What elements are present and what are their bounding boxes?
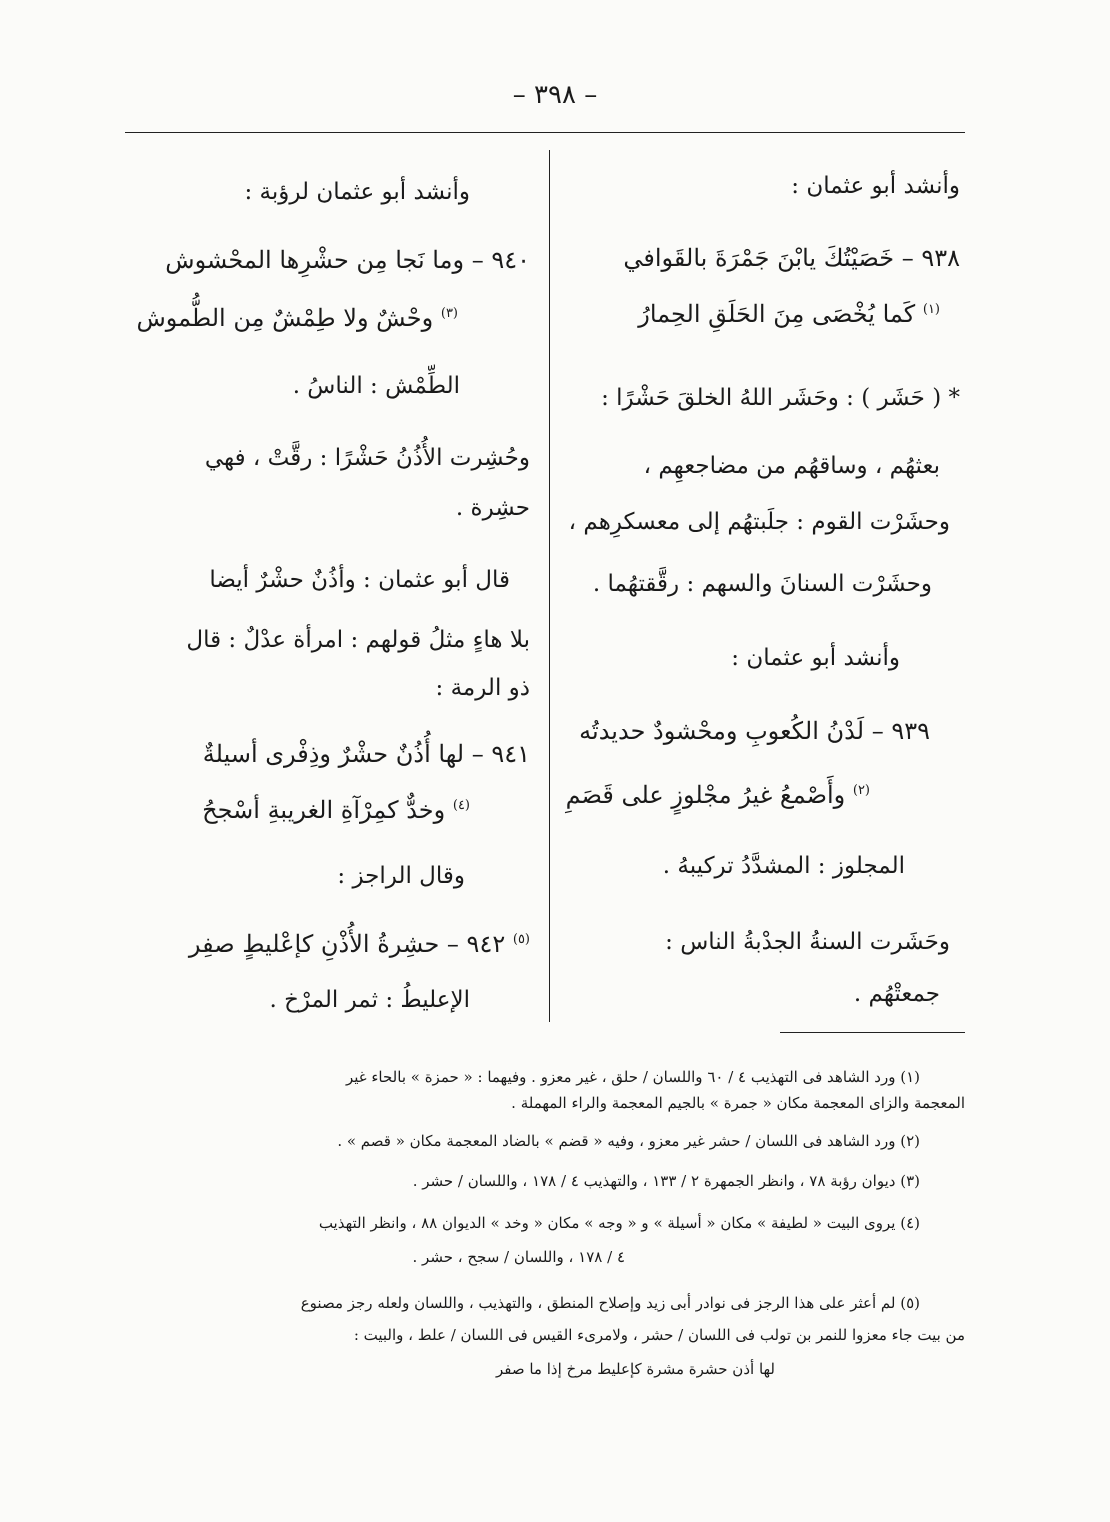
footnote-ref-4: (٤) — [452, 798, 470, 813]
verse-938-line-1: ٩٣٨ – خَصَيْتُكَ يابْنَ جَمْرَةَ بالقَوافي — [623, 244, 960, 272]
left-line-6: حشِرة . — [455, 495, 530, 521]
left-line-5: وحُشِرت الأُذُنُ حَشْرًا : رقَّتْ ، فهي — [204, 445, 530, 471]
footnote-5-verse: لها أذن حشرة مشرة كإعليط مرخ إذا ما صفر — [495, 1360, 775, 1378]
verse-939-line-2 — [566, 775, 870, 811]
left-line-8: بلا هاءٍ مثلُ قولهم : امرأة عدْلٌ : قال — [186, 627, 530, 653]
footnote-1-line-1: (١) ورد الشاهد فى التهذيب ٤ / ٦٠ واللسان / حلق ، غير معزو . وفيهما : « حمزة » بالحاء غير — [345, 1068, 920, 1086]
verse-939-line-1: ٩٣٩ – لَدْنُ الكُعوبِ ومحْشودٌ حديدتُه — [579, 717, 930, 745]
footnote-ref-3: (٣) — [440, 306, 458, 321]
page-number: – ٣٩٨ – — [512, 80, 598, 110]
verse-942-line-1 — [189, 924, 530, 960]
right-line-7: وحشَرْت السنانَ والسهم : رقَّقتهُما . — [592, 571, 932, 597]
verse-941-line-2 — [202, 790, 470, 826]
footnote-ref-5: (٥) — [512, 932, 530, 947]
right-line-4: * ( حَشَر ) : وحَشَر اللهُ الخلقَ حَشْرًا : — [601, 385, 960, 411]
right-line-13: جمعتْهُم . — [853, 981, 940, 1007]
footnote-4-line-1: (٤) يروى البيت « لطيفة » مكان « أسيلة » و « وجه » مكان « وخد » الديوان ٨٨ ، وانظر التهذيب — [318, 1214, 920, 1232]
verse-938-line-2 — [638, 294, 940, 330]
right-line-12: وحَشَرت السنةُ الجدْبةُ الناس : — [665, 929, 950, 955]
verse-940-line-2 — [136, 298, 458, 334]
right-line-6: وحشَرْت القوم : جلَبتهُم إلى معسكرِهم ، — [568, 509, 950, 535]
verse-941-line-2-text: وخدٌّ كمِرْآةِ الغريبةِ أسْجحُ — [202, 796, 446, 824]
footnote-1-line-2: المعجمة والزاى المعجمة مكان « جمرة » بالجيم المعجمة والراء المهملة . — [511, 1094, 965, 1112]
verse-938-line-2-text: كَما يُخْصَى مِنَ الحَلَقِ الحِمارُ — [638, 300, 916, 328]
header-rule — [125, 132, 965, 133]
column-divider — [549, 150, 550, 1022]
verse-939-line-2-text: وأَصْمعُ غيرُ مجْلوزٍ على قَصَمِ — [565, 781, 846, 809]
footnote-2: (٢) ورد الشاهد فى اللسان / حشر غير معزو ، وفيه « قضم » بالضاد المعجمة مكان « قصم » . — [337, 1132, 920, 1150]
footnote-rule — [780, 1032, 965, 1033]
footnote-ref-2: (٢) — [852, 783, 870, 798]
footnote-ref-1: (١) — [922, 302, 940, 317]
verse-940-line-2-text: وحْشٌ ولا طِمْشٌ مِن الطُّموش — [136, 304, 434, 332]
right-line-5: بعثهُم ، وساقهُم من مضاجعهِم ، — [643, 453, 940, 479]
verse-942-line-1-text: ٩٤٢ – حشِرةُ الأُذْنِ كإعْليطٍ صفِر — [188, 930, 506, 958]
left-line-7: قال أبو عثمان : وأذُنٌ حشْرٌ أيضا — [209, 567, 510, 593]
left-line-1: وأنشد أبو عثمان لرؤبة : — [244, 179, 470, 205]
footnote-5-line-2: من بيت جاء معزوا للنمر بن تولب فى اللسان / حشر ، ولامرىء القيس فى اللسان / علط ، والبيت : — [353, 1326, 965, 1344]
left-line-14: الإعليطُ : ثمر المرْخ . — [269, 987, 470, 1013]
left-line-9: ذو الرمة : — [435, 675, 530, 701]
right-line-8: وأنشد أبو عثمان : — [731, 645, 900, 671]
right-line-11: المجلوز : المشدَّدُ تركيبهُ . — [662, 853, 905, 879]
footnote-5-line-1: (٥) لم أعثر على هذا الرجز فى نوادر أبى زيد وإصلاح المنطق ، والتهذيب ، واللسان ولعله رجز مصنوع — [300, 1294, 920, 1312]
verse-941-line-1: ٩٤١ – لها أُذُنٌ حشْرٌ وذِفْرى أسيلةٌ — [202, 740, 530, 768]
right-line-1: وأنشد أبو عثمان : — [791, 173, 960, 199]
verse-940-line-1: ٩٤٠ – وما نَجا مِن حشْرِها المحْشوش — [165, 246, 530, 274]
footnote-3: (٣) ديوان رؤبة ٧٨ ، وانظر الجمهرة ٢ / ١٣٣ ، والتهذيب ٤ / ١٧٨ ، واللسان / حشر . — [412, 1172, 920, 1190]
left-line-4: الطِّمْش : الناسُ . — [292, 373, 460, 399]
footnote-4-line-2: ٤ / ١٧٨ ، واللسان / سجح ، حشر . — [412, 1248, 625, 1266]
left-line-12: وقال الراجز : — [337, 863, 465, 889]
